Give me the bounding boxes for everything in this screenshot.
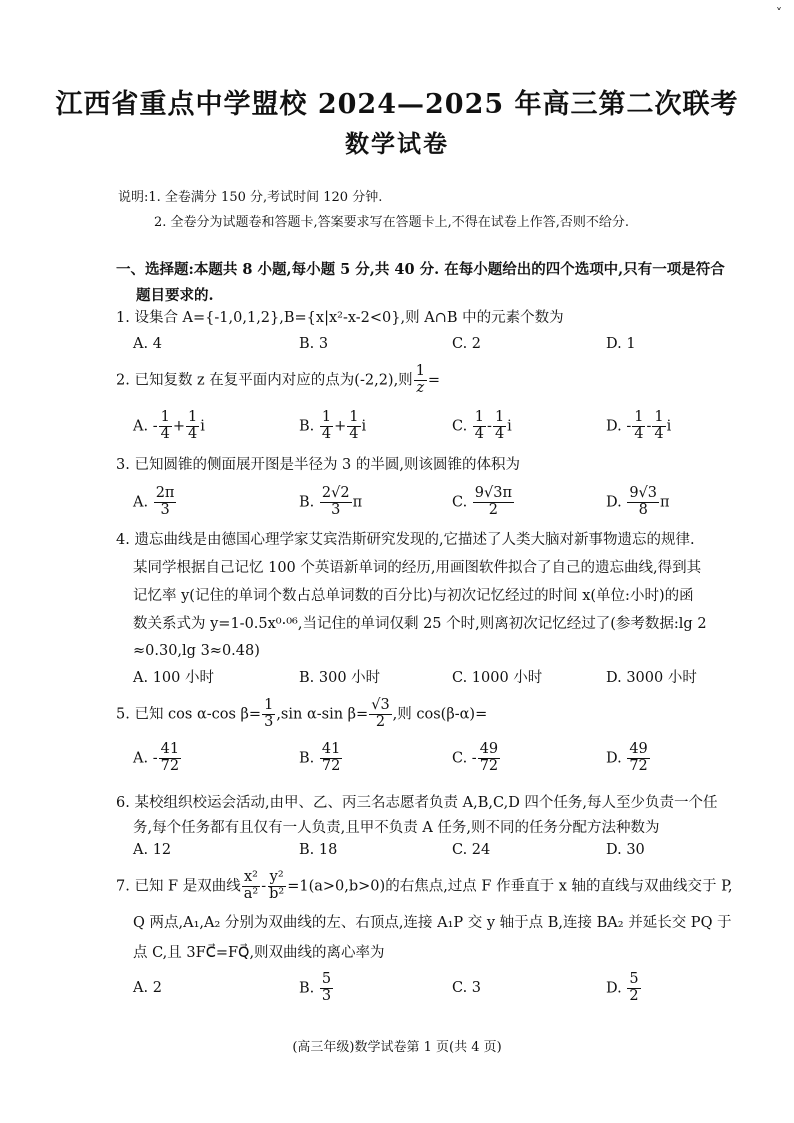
q6-option-a: A. 12 — [133, 842, 172, 858]
q2-option-c: C. $\frac{1}{4}$ - $\frac{1}{4}$ i — [452, 409, 512, 442]
q7-option-a: A. 2 — [133, 980, 162, 996]
question-4-line-2: 某同学根据自己记忆 100 个英语新单词的经历,用画图软件拟合了自己的遗忘曲线,得到其 — [133, 560, 702, 576]
q7-option-d: D. $\frac{5}{2}$ — [606, 971, 639, 1004]
q6-option-b: B. 18 — [299, 842, 338, 858]
question-3-stem: 3. 已知圆锥的侧面展开图是半径为 3 的半圆,则该圆锥的体积为 — [116, 457, 520, 473]
q5-option-a: A. - $\frac{41}{72}$ — [133, 741, 180, 774]
exam-title: 江西省重点中学盟校 2024—2025 年高三第二次联考 — [55, 89, 739, 120]
q4-option-c: C. 1000 小时 — [452, 670, 543, 686]
page-footer: (高三年级)数学试卷第 1 页(共 4 页) — [292, 1040, 502, 1055]
q1-option-b: B. 3 — [299, 336, 329, 352]
q1-option-d: D. 1 — [606, 336, 636, 352]
question-4-line-3: 记忆率 y(记住的单词个数占总单词数的百分比)与初次记忆经过的时间 x(单位:小时)的函 — [133, 588, 694, 604]
q1-option-a: A. 4 — [133, 336, 162, 352]
q5-option-d: D. $\frac{49}{72}$ — [606, 741, 648, 774]
question-4-line-1: 4. 遗忘曲线是由德国心理学家艾宾浩斯研究发现的,它描述了人类大脑对新事物遗忘的规律. — [116, 532, 695, 548]
q4-option-d: D. 3000 小时 — [606, 670, 697, 686]
q7-option-b: B. $\frac{5}{3}$ — [299, 971, 332, 1004]
q2-option-d: D. - $\frac{1}{4}$ - $\frac{1}{4}$ i — [606, 409, 672, 442]
q4-option-a: A. 100 小时 — [133, 670, 214, 686]
exam-subtitle: 数学试卷 — [345, 129, 449, 158]
question-7-line-3: 点 C,且 3FC⃗=FQ⃗,则双曲线的离心率为 — [133, 945, 385, 961]
note-line-1: 说明:1. 全卷满分 150 分,考试时间 120 分钟. — [118, 190, 383, 205]
q2-option-b: B. $\frac{1}{4}$ + $\frac{1}{4}$ i — [299, 409, 367, 442]
question-6-line-1: 6. 某校组织校运会活动,由甲、乙、丙三名志愿者负责 A,B,C,D 四个任务,每人至少负责一个任 — [116, 795, 718, 811]
q3-option-b: B. $\frac{2√2}{3}$ π — [299, 485, 363, 518]
q7-option-c: C. 3 — [452, 980, 482, 996]
corner-mark: ˅ — [776, 6, 782, 20]
question-6-line-2: 务,每个任务都有且仅有一人负责,且甲不负责 A 任务,则不同的任务分配方法种数为 — [133, 820, 660, 836]
q3-option-a: A. $\frac{2\pi}{3}$ — [133, 485, 175, 518]
q3-option-d: D. $\frac{9√3}{8}$ π — [606, 485, 670, 518]
question-4-line-4: 数关系式为 y=1-0.5x⁰·⁰⁶,当记住的单词仅剩 25 个时,则离初次记忆经过了(参考数据:lg 2 — [133, 616, 707, 632]
question-7-line-1: 7. 已知 F 是双曲线 $\frac{\text{x²}}{\text{a²}}$ - $\frac{\text{y²}}{\text{b²}}$ =1(a>0,b>0)的右焦点,过点 F 作垂直于 x 轴的直线与双曲线交于 P, — [116, 869, 733, 902]
question-4-line-5: ≈0.30,lg 3≈0.48) — [133, 643, 260, 659]
section-heading: 一、选择题:本题共 8 小题,每小题 5 分,共 40 分. 在每小题给出的四个选项中,只有一项是符合 — [116, 261, 725, 278]
question-7-line-2: Q 两点,A₁,A₂ 分别为双曲线的左、右顶点,连接 A₁P 交 y 轴于点 B,连接 BA₂ 并延长交 PQ 于 — [133, 915, 732, 931]
q6-option-d: D. 30 — [606, 842, 645, 858]
q5-option-b: B. $\frac{41}{72}$ — [299, 741, 341, 774]
q1-option-c: C. 2 — [452, 336, 482, 352]
question-1-stem: 1. 设集合 A={-1,0,1,2},B={x|x²-x-2<0},则 A∩B 中的元素个数为 — [116, 310, 564, 326]
q3-option-c: C. $\frac{9√3\pi}{2}$ — [452, 485, 513, 518]
question-2-stem: 2. 已知复数 z 在复平面内对应的点为(-2,2),则 $\frac{1}{z}$ = — [116, 363, 441, 396]
q6-option-c: C. 24 — [452, 842, 491, 858]
note-line-2: 2. 全卷分为试题卷和答题卡,答案要求写在答题卡上,不得在试卷上作答,否则不给分. — [154, 215, 630, 230]
q5-option-c: C. - $\frac{49}{72}$ — [452, 741, 499, 774]
question-5-stem: 5. 已知 cos α-cos β= $\frac{1}{3}$ ,sin α-sin β= $\frac{√3}{2}$ ,则 cos(β-α)= — [116, 697, 488, 730]
q4-option-b: B. 300 小时 — [299, 670, 381, 686]
q2-option-a: A. - $\frac{1}{4}$ + $\frac{1}{4}$ i — [133, 409, 205, 442]
section-heading-cont: 题目要求的. — [136, 287, 214, 304]
